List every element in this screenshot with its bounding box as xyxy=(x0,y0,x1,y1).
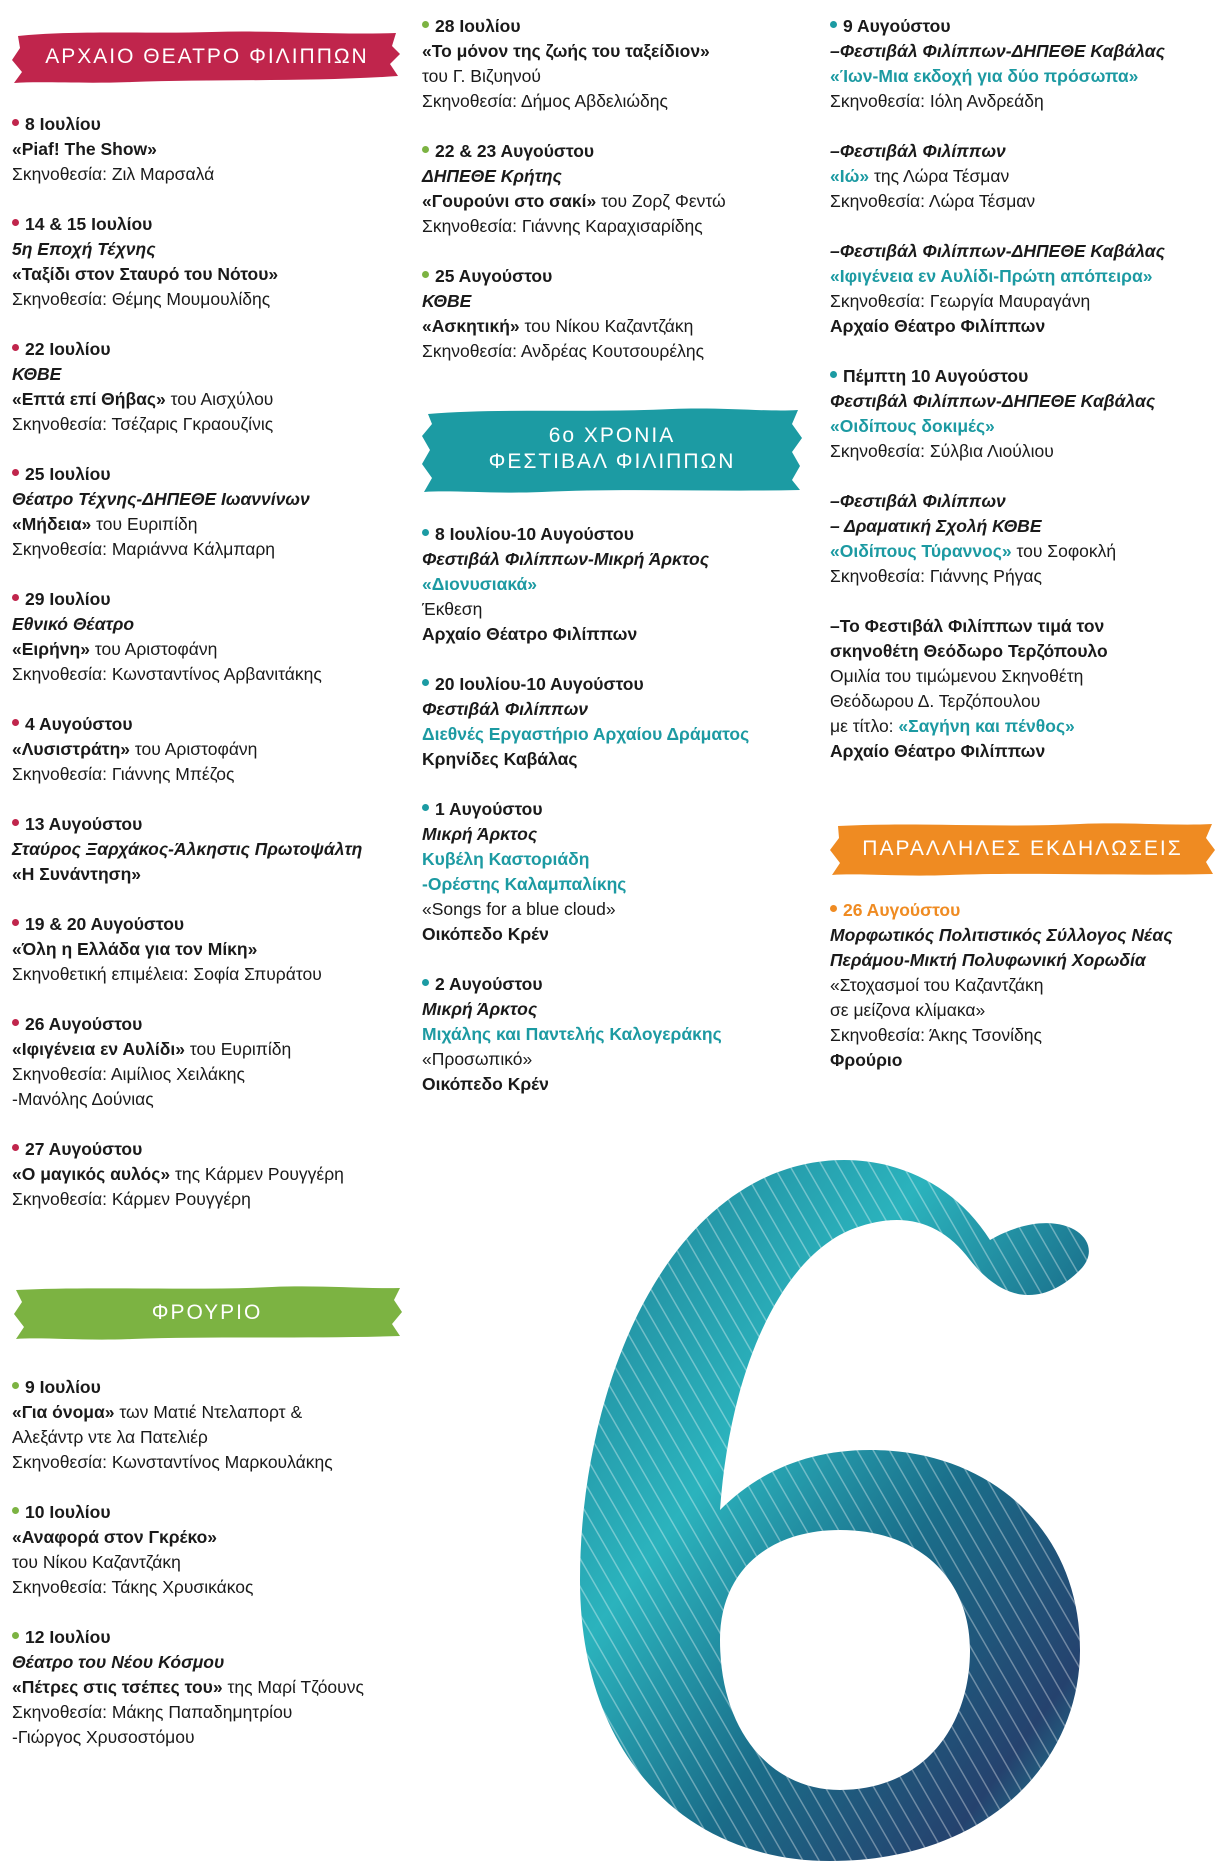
bullet-dot xyxy=(422,804,429,811)
banner-anniversary xyxy=(422,404,802,494)
event-company: ΔΗΠΕΘΕ Κρήτης xyxy=(422,166,562,186)
event-title: «Διονυσιακά» xyxy=(422,574,538,594)
event-author: του Νίκου Καζαντζάκη xyxy=(12,1552,181,1572)
event-title: «Το μόνον της ζωής του ταξείδιον» xyxy=(422,41,710,61)
event-title: Κυβέλη Καστοριάδη xyxy=(422,849,590,869)
event-title: «Ταξίδι στον Σταυρό του Νότου» xyxy=(12,264,279,284)
event-company: –Φεστιβάλ Φιλίππων-ΔΗΠΕΘΕ Καβάλας xyxy=(830,241,1165,261)
event-item xyxy=(830,614,1215,764)
event-company: –Φεστιβάλ Φιλίππων-ΔΗΠΕΘΕ Καβάλας xyxy=(830,41,1165,61)
event-subtitle: «Songs for a blue cloud» xyxy=(422,899,616,919)
bullet-dot xyxy=(12,469,19,476)
event-title: «Πέτρες στις τσέπες του» xyxy=(12,1677,223,1697)
event-title: «Οιδίπους Τύραννος» xyxy=(830,541,1012,561)
event-title-cont: -Ορέστης Καλαμπαλίκης xyxy=(422,874,627,894)
event-item: 25 Ιουλίου Θέατρο Τέχνης-ΔΗΠΕΘΕ Ιωαννίνων «Μήδεια» του Ευριπίδη Σκηνοθεσία: Μαριάννα Κάλμπαρη xyxy=(12,462,412,562)
event-director: Σκηνοθεσία: Κωνσταντίνος Μαρκουλάκης xyxy=(12,1452,333,1472)
event-item: 9 Ιουλίου «Για όνομα» των Ματιέ Ντελαπορτ & Αλεξάντρ ντε λα Πατελιέρ Σκηνοθεσία: Κωνσταντίνος Μαρκουλάκης xyxy=(12,1375,412,1475)
event-company: Σταύρος Ξαρχάκος-Άλκηστις Πρωτοψάλτη xyxy=(12,839,363,859)
bullet-dot xyxy=(12,819,19,826)
event-author: του Γ. Βιζυηνού xyxy=(422,66,541,86)
event-director: Σκηνοθεσία: Θέμης Μουμουλίδης xyxy=(12,289,271,309)
event-director: Σκηνοθεσία: Κάρμεν Ρουγγέρη xyxy=(12,1189,251,1209)
theatre-event-list xyxy=(12,112,412,1237)
banner-title: ΑΡΧΑΙΟ ΘΕΑΤΡΟ ΦΙΛΙΠΠΩΝ xyxy=(45,45,369,68)
bullet-dot xyxy=(12,1507,19,1514)
event-company: Φεστιβάλ Φιλίππων-ΔΗΠΕΘΕ Καβάλας xyxy=(830,391,1156,411)
event-company: Φεστιβάλ Φιλίππων xyxy=(422,699,589,719)
event-company-cont: – Δραματική Σχολή ΚΘΒΕ xyxy=(830,516,1042,536)
event-author: του Σοφοκλή xyxy=(1011,541,1117,561)
banner-ancient-theatre xyxy=(12,26,402,88)
event-company: 5η Εποχή Τέχνης xyxy=(12,239,156,259)
event-director: Σκηνοθεσία: Σύλβια Λιούλιου xyxy=(830,441,1054,461)
event-company: ΚΘΒΕ xyxy=(12,364,62,384)
event-director: Σκηνοθεσία: Τάκης Χρυσικάκος xyxy=(12,1577,254,1597)
event-title: «Ειρήνη» xyxy=(12,639,90,659)
event-title: «Σαγήνη και πένθος» xyxy=(898,716,1075,736)
event-title: «Γουρούνι στο σακί» xyxy=(422,191,597,211)
event-item: 19 & 20 Αυγούστου «Όλη η Ελλάδα για τον Μίκη» Σκηνοθετική επιμέλεια: Σοφία Σπυράτου xyxy=(12,912,412,987)
event-description-cont: Θεόδωρου Δ. Τερζόπουλου xyxy=(830,691,1041,711)
event-item xyxy=(830,239,1215,339)
event-item: 8 Ιουλίου «Piaf! The Show» Σκηνοθεσία: Ζιλ Μαρσαλά xyxy=(12,112,412,187)
event-author-cont: Αλεξάντρ ντε λα Πατελιέρ xyxy=(12,1427,208,1447)
event-title-cont: σε μείζονα κλίμακα» xyxy=(830,1000,986,1020)
middle-event-list xyxy=(422,14,822,389)
bullet-dot xyxy=(12,344,19,351)
event-item: 26 Αυγούστου «Ιφιγένεια εν Αυλίδι» του Ευριπίδη Σκηνοθεσία: Αιμίλιος Χειλάκης -Μανόλης Δούνιας xyxy=(12,1012,412,1112)
event-director: Σκηνοθεσία: Άκης Τσονίδης xyxy=(830,1025,1042,1045)
bullet-dot xyxy=(12,594,19,601)
bullet-dot xyxy=(12,919,19,926)
event-company: –Φεστιβάλ Φιλίππων xyxy=(830,491,1006,511)
bullet-dot xyxy=(830,905,837,912)
event-item: 28 Ιουλίου «Το μόνον της ζωής του ταξείδιον» του Γ. Βιζυηνού Σκηνοθεσία: Δήμος Αβδελιώδης xyxy=(422,14,822,114)
event-company-cont: Περάμου-Μικτή Πολυφωνική Χορωδία xyxy=(830,950,1146,970)
event-item: 27 Αυγούστου «Ο μαγικός αυλός» της Κάρμεν Ρουγγέρη Σκηνοθεσία: Κάρμεν Ρουγγέρη xyxy=(12,1137,412,1212)
event-title: «Για όνομα» xyxy=(12,1402,115,1422)
event-title: «Οιδίπους δοκιμές» xyxy=(830,416,995,436)
bullet-dot xyxy=(422,529,429,536)
event-item: 22 & 23 Αυγούστου ΔΗΠΕΘΕ Κρήτης «Γουρούνι στο σακί» του Ζορζ Φεντώ Σκηνοθεσία: Γιάννης Καραχισαρίδης xyxy=(422,139,822,239)
event-author: της Μαρί Τζόουνς xyxy=(222,1677,364,1697)
banner-frourio xyxy=(12,1282,402,1344)
bullet-dot xyxy=(422,679,429,686)
event-headline-cont: σκηνοθέτη Θεόδωρο Τερζόπουλο xyxy=(830,641,1108,661)
event-director: Σκηνοθεσία: Γιάννης Ρήγας xyxy=(830,566,1042,586)
event-title: «Ιφιγένεια εν Αυλίδι-Πρώτη απόπειρα» xyxy=(830,266,1153,286)
banner-line-2: ΦΕΣΤΙΒΑΛ ΦΙΛΙΠΠΩΝ xyxy=(488,450,736,473)
event-item: 12 Ιουλίου Θέατρο του Νέου Κόσμου «Πέτρες στις τσέπες του» της Μαρί Τζόουνς Σκηνοθεσία: Μάκης Παπαδημητρίου -Γιώργος Χρυσοστόμου xyxy=(12,1625,412,1750)
banner-title: ΦΡΟΥΡΙΟ xyxy=(151,1301,263,1324)
event-author: του Νίκου Καζαντζάκη xyxy=(519,316,694,336)
event-company: Μικρή Άρκτος xyxy=(422,824,538,844)
event-item: 13 Αυγούστου Σταύρος Ξαρχάκος-Άλκηστις Πρωτοψάλτη «Η Συνάντηση» xyxy=(12,812,412,887)
event-item: 14 & 15 Ιουλίου 5η Εποχή Τέχνης «Ταξίδι στον Σταυρό του Νότου» Σκηνοθεσία: Θέμης Μουμουλίδης xyxy=(12,212,412,312)
event-venue: Φρούριο xyxy=(830,1050,903,1070)
event-item: 9 Αυγούστου –Φεστιβάλ Φιλίππων-ΔΗΠΕΘΕ Καβάλας «Ίων-Μια εκδοχή για δύο πρόσωπα» Σκηνοθεσία: Ιόλη Ανδρεάδη xyxy=(830,14,1215,114)
event-title: «Όλη η Ελλάδα για τον Μίκη» xyxy=(12,939,258,959)
event-director: Σκηνοθεσία: Γιάννης Καραχισαρίδης xyxy=(422,216,703,236)
event-subtitle: «Προσωπικό» xyxy=(422,1049,533,1069)
event-company: ΚΘΒΕ xyxy=(422,291,472,311)
bullet-dot xyxy=(12,719,19,726)
event-author: του Αριστοφάνη xyxy=(89,639,218,659)
event-company: Μικρή Άρκτος xyxy=(422,999,538,1019)
event-item: 29 Ιουλίου Εθνικό Θέατρο «Ειρήνη» του Αριστοφάνη Σκηνοθεσία: Κωνσταντίνος Αρβανιτάκης xyxy=(12,587,412,687)
event-venue: Αρχαίο Θέατρο Φιλίππων xyxy=(422,624,638,644)
event-title: «Επτά επί Θήβας» xyxy=(12,389,166,409)
event-director-cont: -Μανόλης Δούνιας xyxy=(12,1089,154,1109)
event-company: –Φεστιβάλ Φιλίππων xyxy=(830,141,1006,161)
event-author: του Ευριπίδη xyxy=(91,514,198,534)
event-author: του Αισχύλου xyxy=(165,389,274,409)
event-company: Θέατρο του Νέου Κόσμου xyxy=(12,1652,225,1672)
event-director: Σκηνοθεσία: Ανδρέας Κουτσουρέλης xyxy=(422,341,705,361)
event-venue: Αρχαίο Θέατρο Φιλίππων xyxy=(830,741,1046,761)
event-author: της Λώρα Τέσμαν xyxy=(869,166,1010,186)
banner-title: ΠΑΡΑΛΛΗΛΕΣ ΕΚΔΗΛΩΣΕΙΣ xyxy=(862,837,1183,860)
event-item xyxy=(830,139,1215,214)
event-title: «Λυσιστράτη» xyxy=(12,739,131,759)
event-director: Σκηνοθεσία: Τσέζαρις Γκραουζίνις xyxy=(12,414,274,434)
event-title: «Αναφορά στον Γκρέκο» xyxy=(12,1527,218,1547)
event-title: «Ιφιγένεια εν Αυλίδι» xyxy=(12,1039,186,1059)
bullet-dot xyxy=(12,1019,19,1026)
event-director: Σκηνοθεσία: Γιάννης Μπέζος xyxy=(12,764,235,784)
event-director-cont: -Γιώργος Χρυσοστόμου xyxy=(12,1727,195,1747)
event-title: «Piaf! The Show» xyxy=(12,139,157,159)
event-item: Πέμπτη 10 Αυγούστου Φεστιβάλ Φιλίππων-ΔΗΠΕΘΕ Καβάλας «Οιδίπους δοκιμές» Σκηνοθεσία: Σύλβια Λιούλιου xyxy=(830,364,1215,464)
anniversary-event-list xyxy=(422,522,822,1122)
event-item: 4 Αυγούστου «Λυσιστράτη» του Αριστοφάνη Σκηνοθεσία: Γιάννης Μπέζος xyxy=(12,712,412,787)
event-title-prefix: με τίτλο: xyxy=(830,716,899,736)
event-title: «Μήδεια» xyxy=(12,514,92,534)
right-event-list xyxy=(830,14,1215,789)
event-company: Εθνικό Θέατρο xyxy=(12,614,135,634)
event-item: 20 Ιουλίου-10 Αυγούστου Φεστιβάλ Φιλίππων Διεθνές Εργαστήριο Αρχαίου Δράματος Κρηνίδες Καβάλας xyxy=(422,672,822,772)
event-description: Ομιλία του τιμώμενου Σκηνοθέτη xyxy=(830,666,1084,686)
event-title: Μιχάλης και Παντελής Καλογεράκης xyxy=(422,1024,722,1044)
event-headline: –Το Φεστιβάλ Φιλίππων τιμά τον xyxy=(830,616,1105,636)
bullet-dot xyxy=(12,1632,19,1639)
bullet-dot xyxy=(422,979,429,986)
event-item: 8 Ιουλίου-10 Αυγούστου Φεστιβάλ Φιλίππων-Μικρή Άρκτος «Διονυσιακά» Έκθεση Αρχαίο Θέατρο Φιλίππων xyxy=(422,522,822,647)
event-author: του Αριστοφάνη xyxy=(130,739,258,759)
event-title: «Ασκητική» xyxy=(422,316,520,336)
bullet-dot xyxy=(422,21,429,28)
event-item: 2 Αυγούστου Μικρή Άρκτος Μιχάλης και Παντελής Καλογεράκης «Προσωπικό» Οικόπεδο Κρέν xyxy=(422,972,822,1097)
event-venue: Κρηνίδες Καβάλας xyxy=(422,749,578,769)
event-director: Σκηνοθεσία: Δήμος Αβδελιώδης xyxy=(422,91,668,111)
event-item: 26 Αυγούστου Μορφωτικός Πολιτιστικός Σύλλογος Νέας Περάμου-Μικτή Πολυφωνική Χορωδία «Στοχασμοί του Καζαντζάκη σε μείζονα κλίμακα» Σκηνοθεσία: Άκης Τσονίδης Φρούριο xyxy=(830,898,1215,1073)
bullet-dot xyxy=(12,1382,19,1389)
decorative-six-graphic xyxy=(520,1120,1220,1861)
event-director: Σκηνοθεσία: Ζιλ Μαρσαλά xyxy=(12,164,215,184)
event-company: Μορφωτικός Πολιτιστικός Σύλλογος Νέας xyxy=(830,925,1173,945)
event-type: Έκθεση xyxy=(422,599,483,619)
event-director: Σκηνοθεσία: Ιόλη Ανδρεάδη xyxy=(830,91,1044,111)
event-item xyxy=(830,489,1215,589)
event-author: του Ζορζ Φεντώ xyxy=(596,191,726,211)
bullet-dot xyxy=(422,146,429,153)
event-director: Σκηνοθεσία: Γεωργία Μαυραγάνη xyxy=(830,291,1091,311)
event-company: Φεστιβάλ Φιλίππων-Μικρή Άρκτος xyxy=(422,549,710,569)
event-title: «Στοχασμοί του Καζαντζάκη xyxy=(830,975,1044,995)
event-author: των Ματιέ Ντελαπορτ & xyxy=(114,1402,303,1422)
event-director: Σκηνοθεσία: Αιμίλιος Χειλάκης xyxy=(12,1064,245,1084)
event-director: Σκηνοθεσία: Κωνσταντίνος Αρβανιτάκης xyxy=(12,664,322,684)
event-venue: Οικόπεδο Κρέν xyxy=(422,1074,549,1094)
bullet-dot xyxy=(830,371,837,378)
bullet-dot xyxy=(12,119,19,126)
frourio-event-list xyxy=(12,1375,412,1775)
event-title: «Ο μαγικός αυλός» xyxy=(12,1164,171,1184)
six-texture xyxy=(580,1160,1089,1861)
event-item: 10 Ιουλίου «Αναφορά στον Γκρέκο» του Νίκου Καζαντζάκη Σκηνοθεσία: Τάκης Χρυσικάκος xyxy=(12,1500,412,1600)
event-author: της Κάρμεν Ρουγγέρη xyxy=(170,1164,344,1184)
event-company: Θέατρο Τέχνης-ΔΗΠΕΘΕ Ιωαννίνων xyxy=(12,489,310,509)
event-venue: Οικόπεδο Κρέν xyxy=(422,924,549,944)
event-director: Σκηνοθεσία: Μαριάννα Κάλμπαρη xyxy=(12,539,276,559)
parallel-event-list xyxy=(830,898,1215,1098)
event-item: 25 Αυγούστου ΚΘΒΕ «Ασκητική» του Νίκου Καζαντζάκη Σκηνοθεσία: Ανδρέας Κουτσουρέλης xyxy=(422,264,822,364)
event-author: του Ευριπίδη xyxy=(185,1039,292,1059)
event-director: Σκηνοθετική επιμέλεια: Σοφία Σπυράτου xyxy=(12,964,322,984)
bullet-dot xyxy=(12,1144,19,1151)
event-item: 22 Ιουλίου ΚΘΒΕ «Επτά επί Θήβας» του Αισχύλου Σκηνοθεσία: Τσέζαρις Γκραουζίνις xyxy=(12,337,412,437)
banner-line-1: 6ο ΧΡΟΝΙΑ xyxy=(548,424,676,447)
event-item: 1 Αυγούστου Μικρή Άρκτος Κυβέλη Καστοριάδη -Ορέστης Καλαμπαλίκης «Songs for a blue cloud» Οικόπεδο Κρέν xyxy=(422,797,822,947)
bullet-dot xyxy=(12,219,19,226)
event-title: «Ίων-Μια εκδοχή για δύο πρόσωπα» xyxy=(830,66,1139,86)
event-title: «Η Συνάντηση» xyxy=(12,864,142,884)
banner-parallel xyxy=(830,818,1215,880)
bullet-dot xyxy=(422,271,429,278)
event-director: Σκηνοθεσία: Λώρα Τέσμαν xyxy=(830,191,1036,211)
event-director: Σκηνοθεσία: Μάκης Παπαδημητρίου xyxy=(12,1702,293,1722)
event-venue: Αρχαίο Θέατρο Φιλίππων xyxy=(830,316,1046,336)
event-title: «Ιώ» xyxy=(830,166,870,186)
bullet-dot xyxy=(830,21,837,28)
event-title: Διεθνές Εργαστήριο Αρχαίου Δράματος xyxy=(422,724,750,744)
